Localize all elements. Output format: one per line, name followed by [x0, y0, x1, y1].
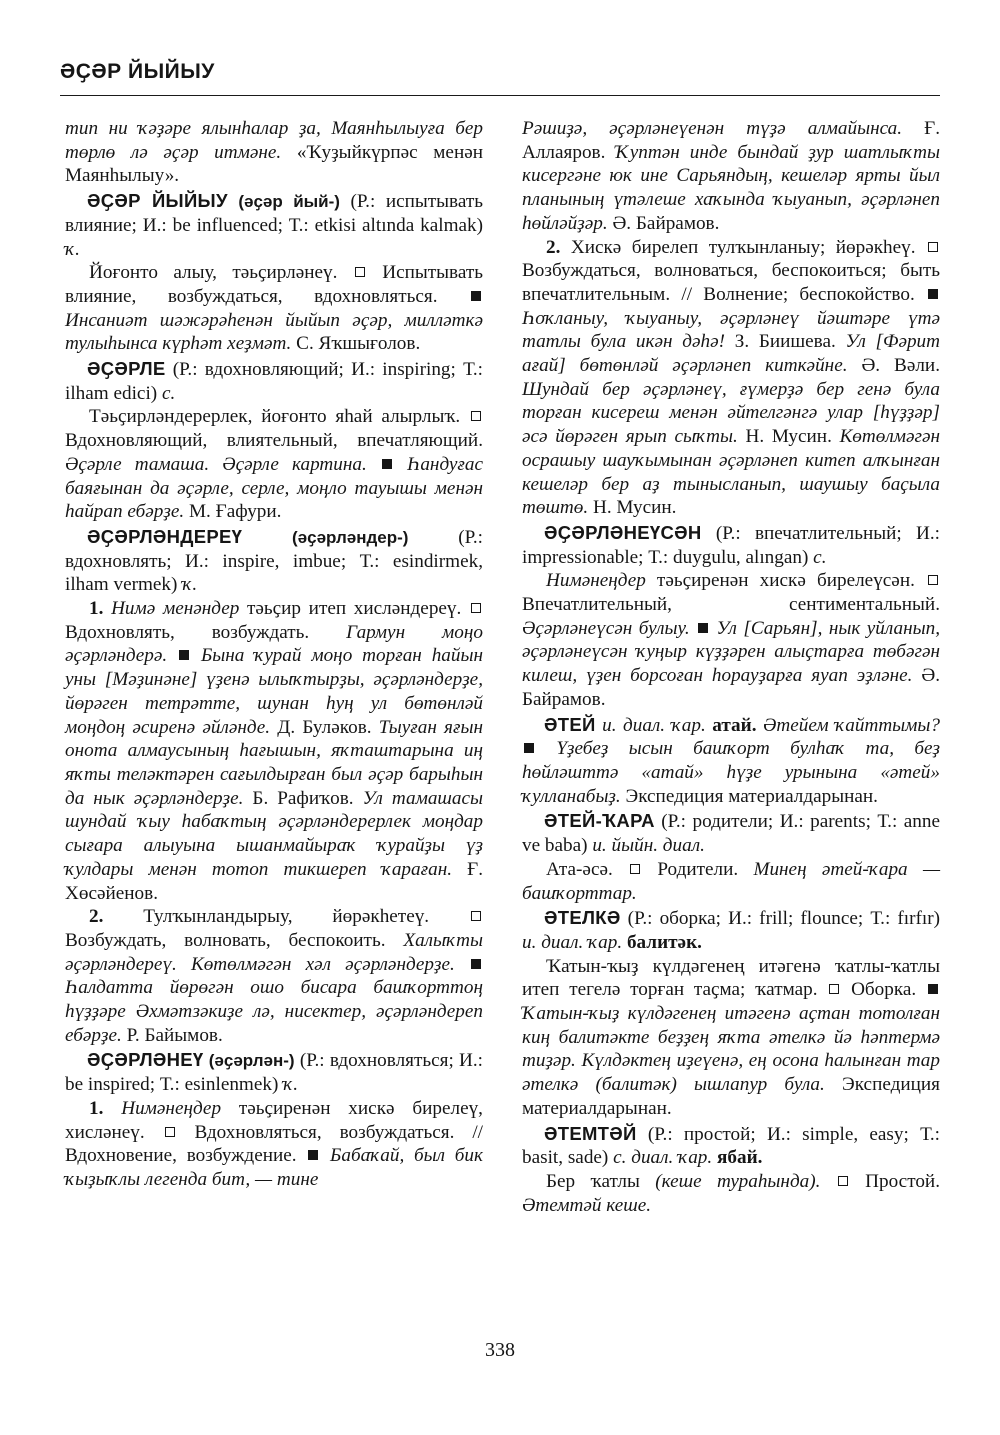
headword: ӘҪӘРЛЕ	[87, 358, 166, 380]
entry-atey-kara	[522, 809, 940, 857]
entry-asar-yiyiu	[65, 189, 483, 261]
translations: (Р.: вдохновляться; И.: be inspired; Т.: esinlenmek)	[65, 1050, 483, 1096]
part-of-speech: ҡ.	[182, 574, 198, 596]
example-text: Рәшиҙә, әҫәрләнеүенән түҙә алмайынса.	[522, 118, 903, 139]
example-text: Бына ҡурай моңо торған һайын уны [Мәҙинәне] үҙенә ылыҡтырҙы, әҫәрләндерҙе, йөрәген тетрәтте, шунан һуң ул бөтөнләй моңдоң әсиренә әйләнде.	[65, 645, 483, 738]
example-text: Шундай бер әҫәрләнеү, ғүмерҙә бер генә була торған кисереш менән әйтелгәнгә улар [һүҙҙәр] әсә йөрәген ярып сыҡты.	[522, 378, 940, 448]
definition: Бер ҡатлы	[546, 1170, 640, 1192]
source-text: Ә. Вәли.	[847, 355, 940, 377]
example-text: Ҡуптән инде бындай ҙур шатлыҡты кисергәне юк ине Сарьяндың, кешеләр ярты йыл планының үтәлеше хаҡында ҡыуанып, әҫәрләнеп һөйләйҙәр.	[522, 141, 940, 234]
entry-asarlandereu	[65, 525, 483, 597]
entry-atemtay	[522, 1122, 940, 1170]
definition: Хискә бирелеп тулҡынланыу; йөрәкһеү.	[560, 236, 916, 258]
example-text: Һалдатта йөрөгән ошо бисара башҡорттоң һүҙҙәре Әхмәтзәкиҙе лә, нисектер, әҫәрләндереп ебәрҙе.	[65, 977, 483, 1046]
sense-2	[522, 236, 940, 520]
headword-stem: (әҫәрлән-)	[208, 1051, 295, 1071]
part-of-speech: ҡ.	[283, 1074, 299, 1096]
entry-atey	[522, 713, 940, 809]
source-text: «Ҡуҙыйкүрпәс менән Маянһылыу».	[65, 141, 483, 187]
filled-square-icon	[179, 650, 189, 660]
source-text: Р. Байымов.	[121, 1024, 223, 1046]
source-text: Н. Мусин.	[737, 426, 832, 448]
hollow-square-icon	[630, 864, 640, 874]
translations: (Р.: вдохновлять; И.: inspire, imbue; Т.: esindirmek, ilham vermek)	[65, 526, 483, 596]
sense-2	[65, 905, 483, 1047]
hollow-square-icon	[928, 575, 938, 585]
headword: ӘТЕМТӘЙ	[544, 1122, 637, 1144]
example-text: Инсаниәт шәжәрәһенән йыйып әҫәр, милләткә тулыһынса күрһәт хеҙмәт.	[65, 309, 483, 355]
italic-note: Нимәнеңдер	[103, 1097, 222, 1119]
russian-gloss: Вдохновлять, возбуждать.	[65, 621, 310, 643]
hollow-square-icon	[471, 411, 481, 421]
example-text: Әҫәрләнеүсән булыу.	[522, 617, 690, 639]
continued-paragraph	[522, 117, 940, 236]
example-text: Көтөлмәгән осрашыу шауҡымынан әҫәрләнеп китеп алҡынған кешеләр бер аҙ тынысланып, шаушыу баҫыла төштө.	[522, 426, 940, 519]
headword: ӘТЕЛКӘ	[544, 907, 621, 929]
sense-number: 2.	[546, 236, 561, 258]
part-of-speech: и. диал. ҡар.	[595, 714, 706, 736]
definition: тәьҫиренән хискә бирелеү, хисләнеү.	[65, 1097, 483, 1143]
source-text: З. Биишева.	[724, 331, 836, 353]
source-text: Ә. Байрамов.	[522, 665, 940, 710]
headword-stem: (әҫәр йый-)	[238, 192, 340, 212]
left-column	[65, 117, 483, 1192]
example-text: Ул тамашасы шундай ҡыу һабаҡтың әҫәрләндерерлек моңдар сығара алыуына ышанмайыраҡ ҡурайҙы үҙ ҡулдары менән тотоп тикшереп ҡараған.	[65, 787, 483, 880]
russian-gloss: Возбуждаться, волноваться, беспокоиться; быть впечатлительным. // Волнение; беспокойство.	[522, 260, 940, 305]
entry-atelka	[522, 906, 940, 954]
page-number: 338	[485, 1339, 515, 1361]
source-text: Ғ. Аллаяров.	[522, 118, 940, 163]
translations: (Р.: оборка; И.: frill; flounce; Т.: fırfır)	[620, 908, 940, 930]
hollow-square-icon	[838, 1176, 848, 1186]
definition: Ҡатын-ҡыҙ күлдәгенең итәгенә ҡатлы-ҡатлы итеп тегелә торған таҫма; ҡатмар.	[522, 955, 940, 1001]
entry-definition	[522, 858, 940, 905]
hollow-square-icon	[165, 1127, 175, 1137]
right-column	[522, 117, 940, 1217]
continued-paragraph	[65, 117, 483, 188]
russian-gloss: Впечатлительный, сентиментальный.	[522, 594, 940, 616]
hollow-square-icon	[829, 984, 839, 994]
translations: (Р.: вдохновляющий; И.: inspiring; Т.: ilham edici)	[65, 359, 483, 404]
sense-number: 1.	[89, 1097, 104, 1119]
headword: ӘТЕЙ	[544, 713, 596, 735]
example-text: Бабаҡай, был бик ҡыҙыҡлы легенда бит, — тине	[65, 1145, 483, 1190]
headword: ӘҪӘРЛӘНЕҮСӘН	[544, 521, 702, 543]
source-text: М. Ғафури.	[184, 501, 282, 523]
example-text: Ул [Фәрит ағай] бөтөнләй әҫәрләнеп киткәйне.	[522, 331, 941, 377]
hollow-square-icon	[471, 911, 481, 921]
running-head: ӘҪӘР ЙЫЙЫУ	[60, 60, 215, 83]
headword: ӘТЕЙ-ҠАРА	[544, 810, 655, 832]
cross-reference: атай.	[705, 714, 757, 736]
example-text: Халыҡты әҫәрләндереү. Көтөлмәгән хәл әҫәрләндерҙе.	[65, 929, 483, 975]
example-text: Һандуғас баяғынан да әҫәрле, серле, моңло тауышы менән һайрап ебәрҙе.	[65, 453, 484, 523]
source-text: Б. Рафиҡов.	[243, 787, 354, 809]
filled-square-icon	[524, 743, 534, 753]
example-text: Минең әтей-ҡара — башҡорттар.	[522, 858, 940, 904]
translations: (Р.: впечатлительный; И.: impressionable; Т.: duygulu, alıngan)	[522, 522, 940, 568]
hollow-square-icon	[471, 603, 481, 613]
example-text: Әҫәрле тамаша. Әҫәрле картина.	[65, 453, 367, 475]
part-of-speech: с. диал. ҡар.	[613, 1147, 713, 1169]
definition: тәьҫиренән хискә бирелеүсән.	[645, 570, 915, 592]
entry-asarlaneusan	[522, 521, 940, 569]
definition: тәьҫир итеп хисләндереү.	[239, 598, 462, 620]
example-text: Әтемтәй кеше.	[522, 1194, 652, 1216]
definition: Ата-әсә.	[546, 858, 613, 880]
filled-square-icon	[471, 959, 481, 969]
headword-stem: (әҫәрләндер-)	[292, 527, 409, 547]
entry-definition	[522, 569, 940, 711]
italic-note: Нимә менәндер	[103, 598, 240, 620]
entry-definition	[65, 405, 483, 524]
entry-definition	[522, 1170, 940, 1217]
filled-square-icon	[308, 1150, 318, 1160]
source-text: Экспедиция материалдарынан.	[522, 1074, 940, 1119]
part-of-speech: с.	[161, 382, 176, 404]
hollow-square-icon	[355, 267, 365, 277]
source-text: С. Яҡшығолов.	[291, 333, 421, 355]
hollow-square-icon	[928, 242, 938, 252]
russian-gloss: Испытывать влияние, возбуждаться, вдохновляться.	[65, 262, 484, 307]
example-text: Үҙебеҙ ысын башҡорт булһаҡ та, беҙ һөйләшттә «атай» һүҙе урынына «әтей» ҡулланабыҙ.	[522, 738, 940, 807]
definition: Тәьҫирләндерерлек, йоғонто яһай алырлыҡ.	[89, 406, 461, 428]
example-text: Гармун моңо әҫәрләндерә.	[65, 621, 483, 667]
russian-gloss: Простой.	[849, 1170, 940, 1192]
italic-note: (кеше тураһында).	[639, 1170, 821, 1192]
headword: ӘҪӘР ЙЫЙЫУ	[87, 190, 228, 212]
source-text: Д. Буләков.	[270, 716, 372, 738]
source-text: Н. Мусин.	[588, 497, 677, 519]
source-text: Ә. Байрамов.	[607, 212, 720, 234]
entry-asarlaneu	[65, 1048, 483, 1096]
russian-gloss: Родители.	[642, 858, 739, 880]
sense-number: 1.	[89, 598, 104, 620]
part-of-speech: и. диал. ҡар.	[522, 931, 623, 953]
header-rule	[60, 95, 940, 96]
part-of-speech: с.	[813, 546, 827, 568]
example-text: Ул [Сарьян], нык уйланып, әҫәрләнеүсән ҡуңыр күҙҙәрен алыҫтарға төбәгән килеш, үҙен борсоған һорауҙарға яуап эҙләне.	[522, 617, 940, 687]
example-text: тип ни ҡәҙәре ялынһалар ҙа, Маянһылыуға бер төрлө лә әҫәр итмәне.	[65, 118, 483, 163]
filled-square-icon	[928, 984, 938, 994]
definition: Йоғонто алыу, тәьҫирләнеү.	[89, 262, 338, 284]
cross-reference: ябай.	[712, 1147, 763, 1169]
part-of-speech: и. йыйн. диал.	[592, 835, 705, 857]
filled-square-icon	[382, 459, 392, 469]
russian-gloss: Вдохновляющий, влиятельный, впечатляющий.	[65, 430, 483, 452]
russian-gloss: Возбуждать, волновать, беспокоить.	[65, 929, 386, 951]
russian-gloss: Оборка.	[841, 979, 917, 1001]
example-text: Әтейем ҡайттымы?	[756, 714, 941, 736]
translations: (Р.: простой; И.: simple, easy; Т.: basit, sade)	[522, 1123, 940, 1169]
entry-asarle	[65, 357, 483, 405]
source-text: Экспедиция материалдарынан.	[620, 785, 878, 807]
example-text: Тыуған яғын онота алмаусының һағышын, яҡташтарына иң яҡты теләктәрен сағылдырған был әҫәр барыһын да нык әҫәрләндерҙе.	[65, 716, 483, 809]
definition: Тулҡынландырыу, йөрәкһетеү.	[103, 906, 430, 928]
filled-square-icon	[928, 289, 938, 299]
translations: (Р.: испытывать влияние; И.: be influenced; Т.: etkisi altında kalmak)	[65, 191, 484, 236]
headword: ӘҪӘРЛӘНЕҮ	[87, 1049, 204, 1071]
source-text: Ғ. Хөсәйенов.	[65, 858, 484, 904]
part-of-speech: ҡ.	[65, 238, 80, 260]
russian-gloss: Вдохновляться, возбуждаться. // Вдохновение, возбуждение.	[65, 1121, 483, 1167]
entry-definition	[65, 261, 483, 356]
filled-square-icon	[698, 623, 708, 633]
sense-1	[65, 597, 483, 905]
sense-1	[65, 1097, 483, 1192]
translations: (Р.: родители; И.: parents; Т.: anne ve baba)	[522, 811, 940, 857]
example-text: Һоҡланыу, ҡыуаныу, әҫәрләнеү йәштәре үтә татлы була икән дәһә!	[522, 307, 940, 353]
cross-reference: балитәк.	[622, 931, 702, 953]
filled-square-icon	[471, 291, 481, 301]
entry-definition	[522, 955, 940, 1121]
sense-number: 2.	[89, 906, 104, 928]
headword: ӘҪӘРЛӘНДЕРЕҮ	[87, 525, 243, 547]
example-text: Ҡатын-ҡыҙ күлдәгенең итәгенә аҫтан тотолған киң балитәкте беҙҙең яҡта әтелкә йә һәптермә тиҙәр. Күлдәктең иҙеүенә, ең осона һалынған тар әтелкә (балитәк) ышлапур була.	[522, 1003, 940, 1096]
italic-note: Нимәнеңдер	[546, 570, 646, 592]
